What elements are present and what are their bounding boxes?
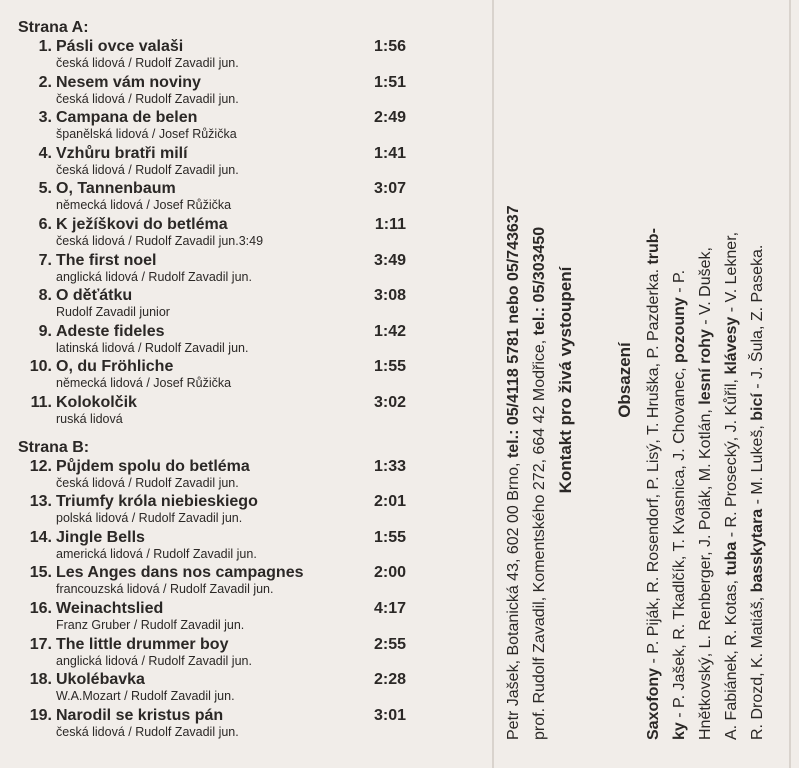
track-number: 8. xyxy=(38,287,52,305)
track-number: 17. xyxy=(29,635,52,653)
track-row xyxy=(18,671,408,707)
contact-block xyxy=(501,20,579,740)
tracklist-panel xyxy=(18,18,408,742)
track-number: 4. xyxy=(38,144,52,162)
track-name: Ukolébavka xyxy=(56,671,145,689)
cast-line xyxy=(693,20,719,740)
track-duration: 4:17 xyxy=(373,599,406,617)
track-number: 19. xyxy=(29,706,52,724)
track-credit: česká lidová / Rudolf Zavadil jun. xyxy=(56,56,239,70)
track-row xyxy=(18,38,408,74)
track-number: 14. xyxy=(29,528,52,546)
instrument-label: klávesy xyxy=(723,316,740,375)
track-credit: česká lidová / Rudolf Zavadil jun. xyxy=(56,475,239,490)
track-credit: americká lidová / Rudolf Zavadil jun. xyxy=(56,546,257,561)
track-title xyxy=(18,38,183,56)
track-name: Adeste fideles xyxy=(56,322,165,340)
track-duration: 3:49 xyxy=(373,251,406,269)
track-row xyxy=(18,109,408,145)
track-title xyxy=(18,564,303,582)
track-row xyxy=(18,493,408,529)
instrument-label: basskytara xyxy=(749,508,766,593)
cast-names: - P. xyxy=(671,269,688,298)
cast-names: Hnětkovský, L. Renberger, J. Polák, M. Kotlán, xyxy=(697,404,714,740)
instrument-label: trub- xyxy=(645,228,662,265)
track-name: Weinachtslied xyxy=(56,599,164,617)
track-number: 3. xyxy=(38,109,52,127)
track-number: 9. xyxy=(38,322,52,340)
track-number: 6. xyxy=(38,215,52,233)
cast-line xyxy=(667,20,693,740)
instrument-label: Saxofony xyxy=(645,667,662,740)
contact-address-jasek: Petr Jašek, Botanická 43, 602 00 Brno, xyxy=(505,458,522,740)
track-title xyxy=(18,74,201,92)
cast-names: - V. Dušek, xyxy=(697,247,714,330)
track-title xyxy=(18,358,173,376)
spine-panel xyxy=(497,0,799,768)
track-title xyxy=(18,493,258,511)
cast-names: - J. Šula, Z. Paseka. xyxy=(749,244,766,394)
cast-block xyxy=(609,20,771,740)
cast-heading: Obsazení xyxy=(615,342,634,418)
cast-line xyxy=(745,20,771,740)
track-duration: 2:55 xyxy=(373,635,406,653)
track-row xyxy=(18,707,408,743)
track-row xyxy=(18,458,408,494)
track-credit: ruská lidová xyxy=(56,411,123,426)
track-duration: 1:55 xyxy=(373,358,406,376)
track-number: 18. xyxy=(29,671,52,689)
track-name: Narodil se kristus pán xyxy=(56,706,224,724)
track-number: 2. xyxy=(38,73,52,91)
track-title xyxy=(18,287,132,305)
track-name: The first noel xyxy=(56,251,157,269)
track-row xyxy=(18,180,408,216)
track-name: The little drummer boy xyxy=(56,635,229,653)
track-number: 11. xyxy=(30,393,52,411)
track-title xyxy=(18,145,188,163)
track-row xyxy=(18,287,408,323)
track-title xyxy=(18,216,228,234)
cast-list xyxy=(641,20,771,740)
cast-names: - R. Prosecký, J. Kůřil, xyxy=(723,374,740,542)
track-title xyxy=(18,180,176,198)
track-duration: 1:51 xyxy=(373,73,406,91)
instrument-label: ky xyxy=(671,722,688,740)
track-credit: česká lidová / Rudolf Zavadil jun. xyxy=(56,724,239,739)
track-title xyxy=(18,707,223,725)
track-row xyxy=(18,252,408,288)
track-credit: německá lidová / Josef Růžička xyxy=(56,376,232,391)
track-row xyxy=(18,74,408,110)
track-duration: 3:01 xyxy=(373,706,406,724)
contact-heading: Kontakt pro živá vystoupení xyxy=(556,266,575,494)
track-row xyxy=(18,145,408,181)
track-credit: anglická lidová / Rudolf Zavadil jun. xyxy=(56,269,252,284)
instrument-label: lesní rohy xyxy=(697,329,714,405)
track-name: O, Tannenbaum xyxy=(56,180,176,198)
track-duration: 2:00 xyxy=(373,564,406,582)
contact-phone-zavadil: tel.: 05/303450 xyxy=(531,226,548,336)
track-title xyxy=(18,109,197,127)
track-credit: Franz Gruber / Rudolf Zavadil jun. xyxy=(56,617,245,632)
track-duration: 1:33 xyxy=(373,457,406,475)
contact-line-2 xyxy=(527,20,553,740)
track-credit: polská lidová / Rudolf Zavadil jun. xyxy=(56,511,243,526)
track-duration: 3:08 xyxy=(373,287,406,305)
track-credit: německá lidová / Josef Růžička xyxy=(56,198,232,213)
track-credit: česká lidová / Rudolf Zavadil jun. xyxy=(56,91,239,106)
track-row xyxy=(18,600,408,636)
track-name: Kolokolčik xyxy=(56,393,137,411)
cast-line xyxy=(719,20,745,740)
track-name: Jingle Bells xyxy=(56,528,145,546)
track-duration: 1:55 xyxy=(373,528,406,546)
cast-names: - P. Piják, R. Rosendorf, P. Lisý, T. Hruška, P. Pazderka. xyxy=(645,264,662,668)
instrument-label: pozouny xyxy=(671,297,688,363)
track-row xyxy=(18,216,408,252)
track-row xyxy=(18,564,408,600)
track-credit: česká lidová / Rudolf Zavadil jun. xyxy=(56,162,239,177)
cast-line xyxy=(641,20,667,740)
track-name: Campana de belen xyxy=(56,109,198,127)
track-duration: 2:28 xyxy=(373,671,406,689)
track-number: 16. xyxy=(29,599,52,617)
side-b-tracklist xyxy=(18,458,408,743)
cast-names: A. Fabiánek, R. Kotas, xyxy=(723,575,740,740)
instrument-label: tuba xyxy=(723,541,740,576)
side-b-heading: Strana B: xyxy=(18,438,90,456)
cast-names: - P. Jašek, R. Tkadlčík, T. Kvasnica, J. Chovanec, xyxy=(671,362,688,723)
track-duration: 3:07 xyxy=(373,180,406,198)
track-title xyxy=(18,394,137,412)
cast-names: - M. Lukeš, xyxy=(749,420,766,509)
track-title xyxy=(18,252,156,270)
track-name: O děťátku xyxy=(56,287,133,305)
track-number: 13. xyxy=(29,493,52,511)
track-title xyxy=(18,636,228,654)
track-duration: 3:02 xyxy=(373,393,406,411)
track-title xyxy=(18,529,145,547)
track-title xyxy=(18,671,145,689)
cast-names: R. Drozd, K. Matiáš, xyxy=(749,592,766,740)
contact-phone-jasek: tel.: 05/4118 5781 nebo 05/743637 xyxy=(505,205,522,459)
instrument-label: bicí xyxy=(749,393,766,421)
track-duration: 1:41 xyxy=(373,144,406,162)
contact-address-zavadil: prof. Rudolf Zavadil, Komentského 272, 664 42 Modřice, xyxy=(531,335,548,740)
track-name: K ježíškovi do betléma xyxy=(56,215,228,233)
track-credit: francouzská lidová / Rudolf Zavadil jun. xyxy=(56,582,274,597)
track-number: 5. xyxy=(38,180,52,198)
fold-line xyxy=(492,0,494,768)
cast-names: - V. Lekner, xyxy=(723,231,740,317)
track-credit: anglická lidová / Rudolf Zavadil jun. xyxy=(56,653,252,668)
track-duration: 1:56 xyxy=(373,38,406,55)
track-duration: 1:42 xyxy=(373,322,406,340)
track-number: 15. xyxy=(29,564,52,582)
track-row xyxy=(18,636,408,672)
track-credit: Rudolf Zavadil junior xyxy=(56,305,170,320)
track-name: Triumfy królа niebieskiego xyxy=(56,493,258,511)
track-credit: španělská lidová / Josef Růžička xyxy=(56,127,237,142)
track-name: Pásli ovce valaši xyxy=(56,38,184,55)
track-number: 7. xyxy=(38,251,52,269)
track-row xyxy=(18,394,408,430)
track-row xyxy=(18,323,408,359)
side-a-heading: Strana A: xyxy=(18,19,89,36)
track-row xyxy=(18,358,408,394)
track-name: Půjdem spolu do betléma xyxy=(56,457,250,475)
track-credit: česká lidová / Rudolf Zavadil jun.3:49 xyxy=(56,233,264,248)
track-name: Vzhůru bratři milí xyxy=(56,144,188,162)
track-name: Les Anges dans nos campagnes xyxy=(56,564,304,582)
track-title xyxy=(18,323,164,341)
track-number: 1. xyxy=(38,38,52,55)
track-title xyxy=(18,600,163,618)
track-duration: 1:11 xyxy=(374,215,406,233)
track-credit: latinská lidová / Rudolf Zavadil jun. xyxy=(56,340,249,355)
track-number: 10. xyxy=(29,358,52,376)
track-credit: W.A.Mozart / Rudolf Zavadil jun. xyxy=(56,689,235,704)
side-a-tracklist xyxy=(18,38,408,430)
track-row xyxy=(18,529,408,565)
track-title xyxy=(18,458,250,476)
track-number: 12. xyxy=(29,457,52,475)
track-duration: 2:01 xyxy=(373,493,406,511)
contact-line-1 xyxy=(501,20,527,740)
track-duration: 2:49 xyxy=(373,109,406,127)
track-name: O, du Fröhliche xyxy=(56,358,174,376)
track-name: Nesem vám noviny xyxy=(56,73,201,91)
